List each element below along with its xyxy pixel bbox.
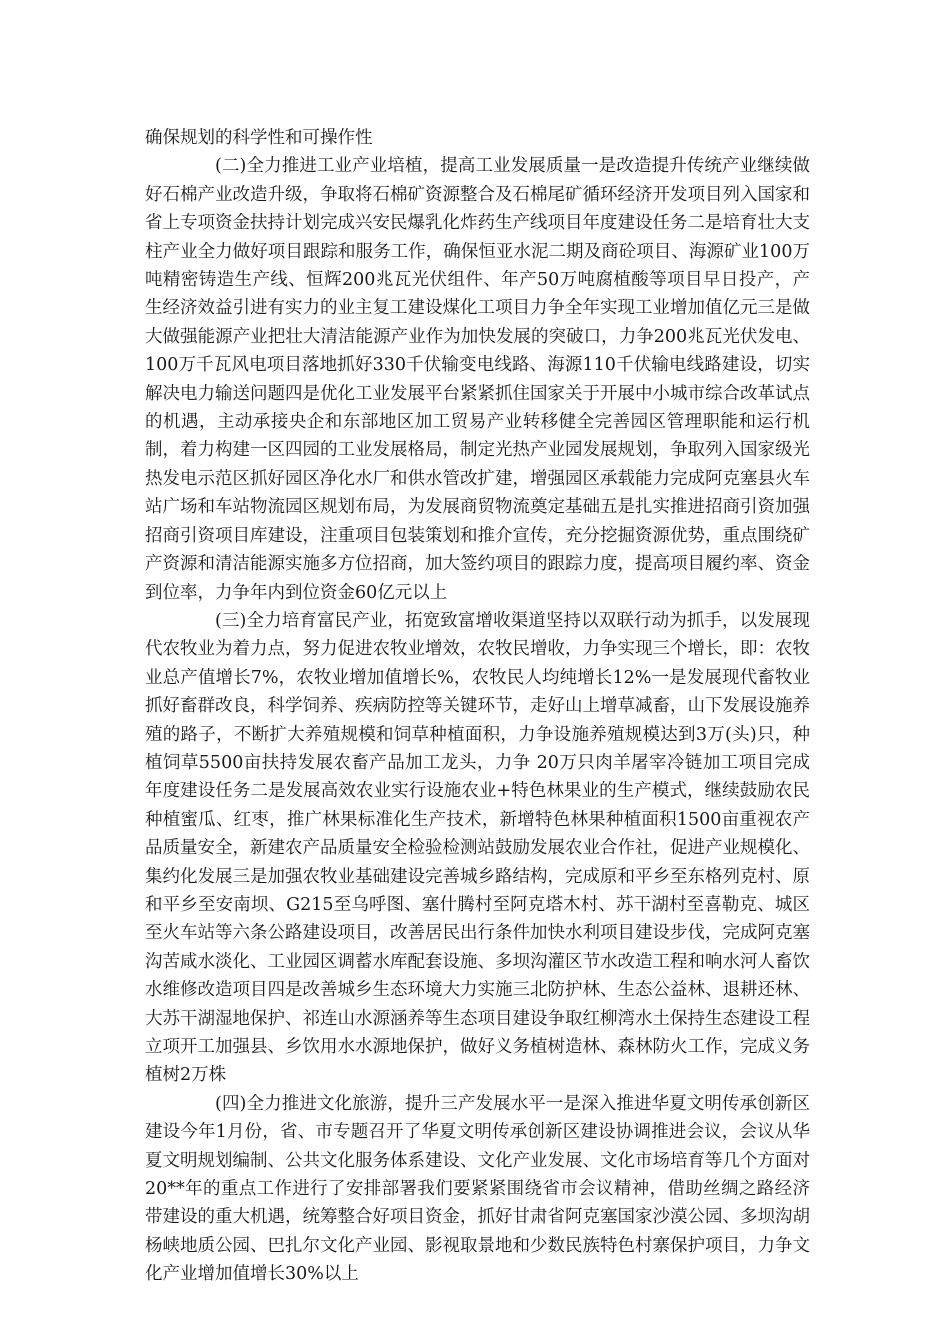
paragraph-agriculture: (三)全力培育富民产业，拓宽致富增收渠道坚持以双联行动为抓手，以发展现代农牧业为着力点，努力促进农牧业增效，农牧民增收，力争实现三个增长，即：农牧业总产值增长7%，农牧业增加值增长%，农牧民人均纯增长12%一是发展现代畜牧业抓好畜群改良，科学饲养、疾病防控等关键环节，走好山上增草减畜，山下发展设施养殖的路子，不断扩大养殖规模和饲草种植面积，力争设施养殖规模达到3万(头)只，种植饲草5500亩扶持发展农畜产品加工龙头，力争 20万只肉羊屠宰冷链加工项目完成年度建设任务二是发展高效农业实行设施农业+特色林果业的生产模式，继续鼓励农民种植蜜瓜、红枣，推广林果标准化生产技术，新增特色林果种植面积1500亩重视农产品质量安全，新建农产品质量安全检验检测站鼓励发展农业合作社，促进产业规模化、集约化发展三是加强农牧业基础建设完善城乡路结构，完成原和平乡至东格列克村、原和平乡至安南坝、G215至乌呼图、塞什腾村至阿克塔木村、苏干湖村至喜勒克、城区至火车站等六条公路建设项目，改善居民出行条件加快水利项目建设步伐，完成阿克塞沟苦咸水淡化、工业园区调蓄水库配套设施、多坝沟灌区节水改造工程和响水河人畜饮水维修改造项目四是改善城乡生态环境大力实施三北防护林、生态公益林、退耕还林、大苏干湖湿地保护、祁连山水源涵养等生态项目建设争取红柳湾水土保持生态建设工程立项开工加强县、乡饮用水水源地保护，做好义务植树造林、森林防火工作，完成义务植树2万株 — [145, 610, 810, 1086]
paragraph-culture-tourism: (四)全力推进文化旅游，提升三产发展水平一是深入推进华夏文明传承创新区建设今年1月份，省、市专题召开了华夏文明传承创新区建设协调推进会议，会议从华夏文明规划编制、公共文化服务体系建设、文化产业发展、文化市场培育等几个方面对20**年的重点工作进行了安排部署我们要紧紧围绕省市会议精神，借助丝绸之路经济带建设的重大机遇，统筹整合好项目资金，抓好甘肃省阿克塞国家沙漠公园、多坝沟胡杨峡地质公园、巴扎尔文化产业园、影视取景地和少数民族特色村寨保护项目，力争文化产业增加值增长30%以上 — [145, 1093, 810, 1285]
document-page — [145, 124, 810, 1289]
paragraph-intro-fragment: 确保规划的科学性和可操作性 — [145, 128, 373, 148]
paragraph-industry: (二)全力推进工业产业培植，提高工业发展质量一是改造提升传统产业继续做好石棉产业改造升级，争取将石棉矿资源整合及石棉尾矿循环经济开发项目列入国家和省上专项资金扶持计划完成兴安民爆乳化炸药生产线项目年度建设任务二是培育壮大支柱产业全力做好项目跟踪和服务工作，确保恒亚水泥二期及商砼项目、海源矿业100万吨精密铸造生产线、恒辉200兆瓦光伏组件、年产50万吨腐植酸等项目早日投产，产生经济效益引进有实力的业主复工建设煤化工项目力争全年实现工业增加值亿元三是做大做强能源产业把壮大清洁能源产业作为加快发展的突破口，力争200兆瓦光伏发电、100万千瓦风电项目落地抓好330千伏输变电线路、海源110千伏输电线路建设，切实解决电力输送问题四是优化工业发展平台紧紧抓住国家关于开展中小城市综合改革试点的机遇，主动承接央企和东部地区加工贸易产业转移健全完善园区管理职能和运行机制，着力构建一区四园的工业发展格局，制定光热产业园发展规划，争取列入国家级光热发电示范区抓好园区净化水厂和供水管改扩建，增强园区承载能力完成阿克塞县火车站广场和车站物流园区规划布局，为发展商贸物流奠定基础五是扎实推进招商引资加强招商引资项目库建设，注重项目包装策划和推介宣传，充分挖掘资源优势，重点围绕矿产资源和清洁能源实施多方位招商，加大签约项目的跟踪力度，提高项目履约率、资金到位率，力争年内到位资金60亿元以上 — [145, 156, 810, 603]
